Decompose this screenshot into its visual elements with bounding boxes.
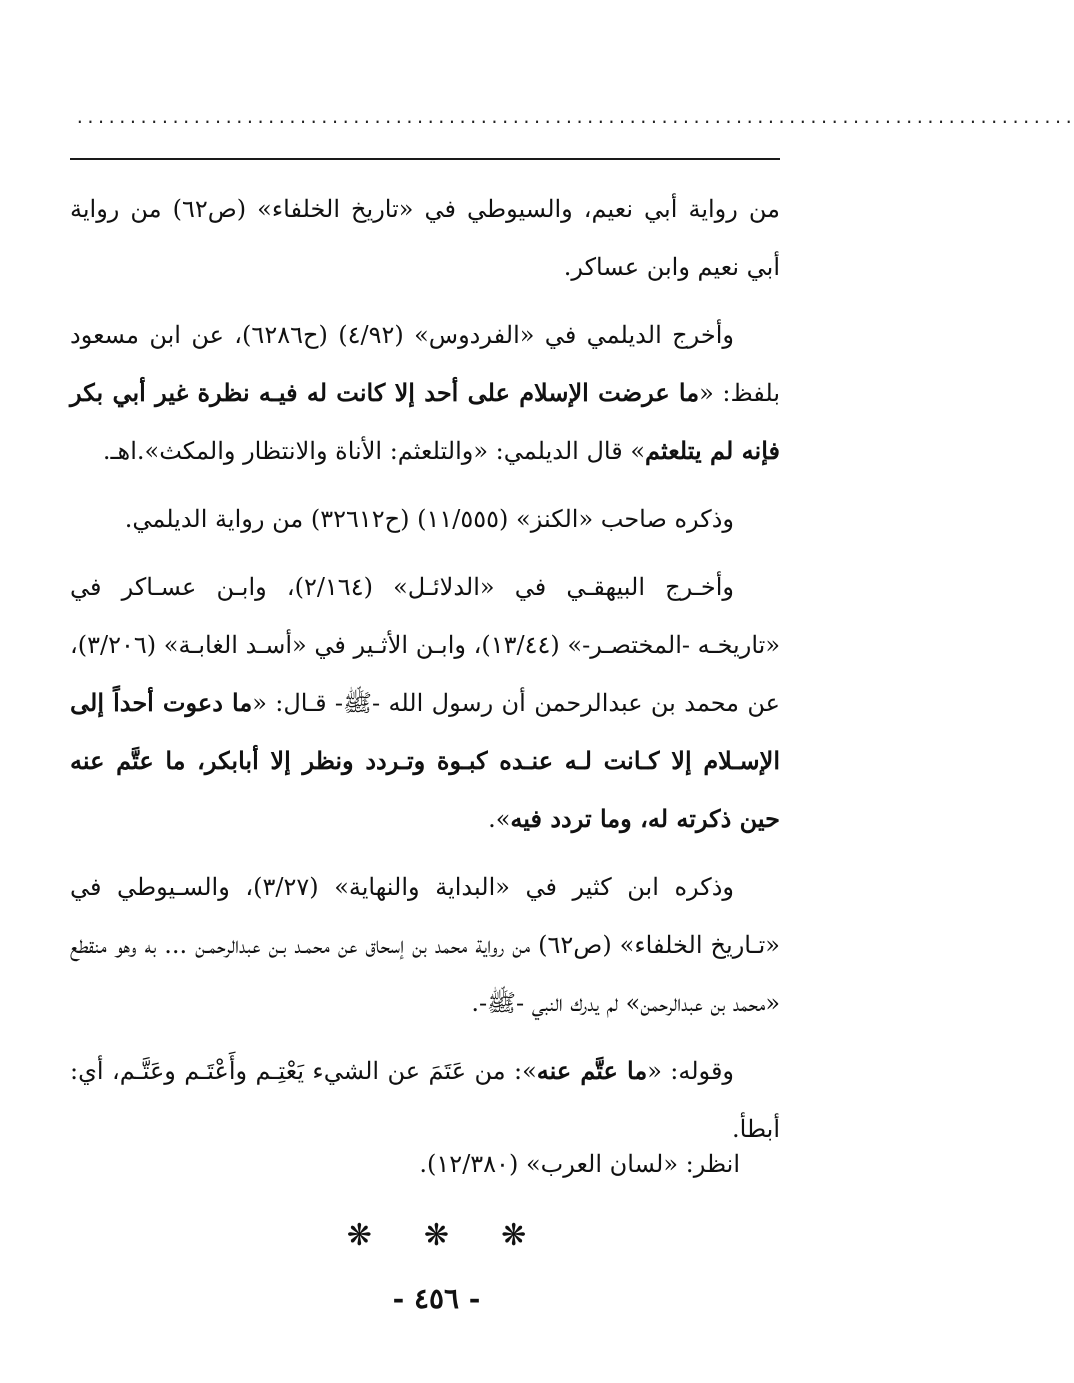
paragraph-text: وأخـرج البيهقـي في «الدلائـل» (٢/١٦٤)، وابـن عسـاكر في «تاريخـه -المختصـر-» (١٣/٤٤)، وابـن الأثـير في «أسـد الغابـة» (٣/٢٠٦)، عن محمد بن عبدالرحمن أن رسول الله -ﷺ- قـال: « xyxy=(70,573,780,717)
quoted-text-bold: ما عتَّم عنه xyxy=(536,1056,648,1085)
quoted-text-bold: ما دعوت أحداً إلى الإسـلام إلا كـانت لـه عنـده كبـوة وتـردد ونظر إلا أبابكر، ما عتَّم عنه حين ذكرته له، وما تردد فيه xyxy=(70,688,780,833)
reference-line: انظر: «لسان العرب» (١٢/٣٨٠). xyxy=(419,1150,740,1178)
star-ornament-icon: ❋ xyxy=(501,1218,527,1253)
paragraph xyxy=(70,306,780,480)
body-text xyxy=(70,180,780,1158)
horizontal-rule xyxy=(70,158,780,160)
paragraph-text: » قال الديلمي: «والتلعثم: الأناة والانتظار والمكث».اهـ. xyxy=(102,437,645,465)
paragraph-text: وأخرج الديلمي في «الفردوس» (٤/٩٢) (ح٦٢٨٦)، عن ابن مسعود بلفظ: « xyxy=(70,321,780,407)
page-number: - ٤٥٦ - xyxy=(392,1282,481,1315)
paragraph xyxy=(70,180,780,296)
paragraph-text: وذكره صاحب «الكنز» (١١/٥٥٥) (ح٣٢٦١٢) من رواية الديلمي. xyxy=(124,505,734,533)
paragraph xyxy=(70,490,780,548)
paragraph-text: من رواية أبي نعيم، والسيوطي في «تاريخ الخلفاء» (ص٦٢) من رواية أبي نعيم وابن عساكر. xyxy=(70,195,781,281)
paragraph xyxy=(70,558,780,848)
star-ornament-icon: ❋ xyxy=(346,1218,372,1253)
paragraph xyxy=(70,858,780,1032)
paragraph-text: وذكره ابن كثير في «البداية والنهاية» (٣/٢٧)، والسـيوطي في «تـاريخ الخلفاء» (ص٦٢) من رواية محمد بن إسحاق عن محمـد بـن عبدالرحمـن ... به وهو منقطع «محمد بن عبدالرحمن» لم يدرك النبي -ﷺ-. xyxy=(70,873,780,1017)
quoted-text-bold: ما عرضت الإسلام على أحد إلا كانت له فيـه نظرة غير أبي بكر فإنه لم يتلعثم xyxy=(70,378,780,465)
star-ornament-icon: ❋ xyxy=(423,1218,450,1253)
separator-dots: .............................................................................................. xyxy=(75,108,1074,127)
section-divider-stars xyxy=(0,1218,873,1253)
paragraph-text: ». xyxy=(488,805,511,833)
paragraph-text: »: من عَتَمَ عن الشيء يَعْتِـم وأَعْتَـم وعَتَّـم، أي: أبطأ. xyxy=(70,1057,780,1143)
paragraph-text: وقوله: « xyxy=(647,1057,735,1085)
